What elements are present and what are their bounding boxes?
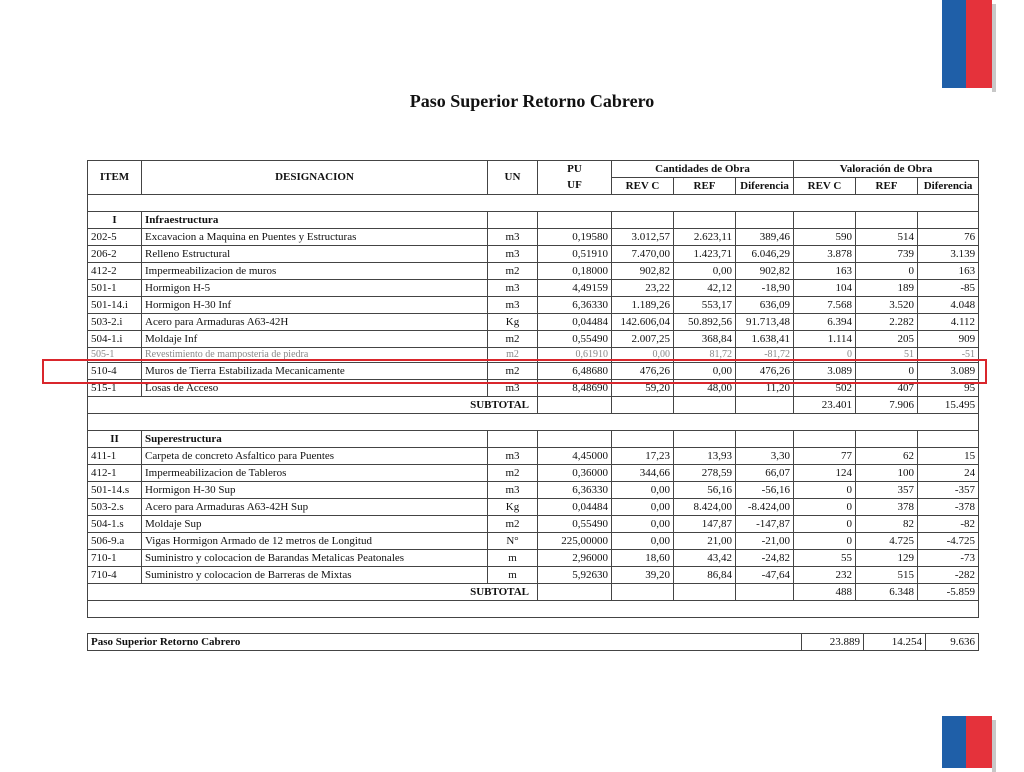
cell-val-diferencia: 4.112	[918, 314, 979, 331]
grand-total-label: Paso Superior Retorno Cabrero	[88, 634, 802, 651]
cell-cant-revc: 142.606,04	[612, 314, 674, 331]
empty-cell	[674, 431, 736, 448]
cell-val-ref: 407	[856, 380, 918, 397]
cell-item: 504-1.i	[88, 331, 142, 348]
grand-total-val-ref: 14.254	[864, 634, 926, 651]
spacer-row	[88, 601, 979, 618]
cell-val-diferencia: 4.048	[918, 297, 979, 314]
empty-cell	[918, 212, 979, 229]
cell-cant-diferencia: -24,82	[736, 550, 794, 567]
cell-cant-revc: 0,00	[612, 499, 674, 516]
empty-cell	[794, 431, 856, 448]
cell-unit: m	[488, 550, 538, 567]
table-row	[88, 567, 979, 584]
cell-val-diferencia: 95	[918, 380, 979, 397]
cell-designacion: Hormigon H-5	[142, 280, 488, 297]
cell-val-ref: 3.520	[856, 297, 918, 314]
cell-cant-revc: 59,20	[612, 380, 674, 397]
cell-cant-revc: 2.007,25	[612, 331, 674, 348]
cell-val-revc: 55	[794, 550, 856, 567]
cell-val-ref: 51	[856, 348, 918, 363]
cell-unit: m2	[488, 516, 538, 533]
section-header-row	[88, 431, 979, 448]
cell-designacion: Acero para Armaduras A63-42H Sup	[142, 499, 488, 516]
cell-designacion: Moldaje Inf	[142, 331, 488, 348]
spacer-cell	[88, 601, 979, 618]
cell-cant-diferencia: -47,64	[736, 567, 794, 584]
cell-unit: m2	[488, 363, 538, 380]
cell-cant-ref: 43,42	[674, 550, 736, 567]
cell-val-diferencia: -357	[918, 482, 979, 499]
cell-unit-price: 4,49159	[538, 280, 612, 297]
cell-item: 501-14.s	[88, 482, 142, 499]
cell-item: 411-1	[88, 448, 142, 465]
empty-cell	[736, 584, 794, 601]
cell-designacion: Relleno Estructural	[142, 246, 488, 263]
table-row	[88, 499, 979, 516]
cell-cant-ref: 21,00	[674, 533, 736, 550]
cell-unit-price: 0,51910	[538, 246, 612, 263]
table-row	[88, 297, 979, 314]
header-un: UN	[488, 161, 538, 195]
cell-unit: m	[488, 567, 538, 584]
cell-designacion: Muros de Tierra Estabilizada Mecanicamente	[142, 363, 488, 380]
cell-cant-revc: 902,82	[612, 263, 674, 280]
subtotal-v-revc: 23.401	[794, 397, 856, 414]
cell-unit: m3	[488, 482, 538, 499]
cell-cant-revc: 23,22	[612, 280, 674, 297]
cell-cant-ref: 50.892,56	[674, 314, 736, 331]
cell-val-ref: 739	[856, 246, 918, 263]
cell-cant-diferencia: 6.046,29	[736, 246, 794, 263]
cell-val-diferencia: -378	[918, 499, 979, 516]
empty-cell	[612, 431, 674, 448]
table-row	[88, 465, 979, 482]
cell-designacion: Carpeta de concreto Asfaltico para Puentes	[142, 448, 488, 465]
cell-val-revc: 232	[794, 567, 856, 584]
table-row	[88, 331, 979, 348]
cell-val-ref: 189	[856, 280, 918, 297]
cell-unit-price: 6,36330	[538, 297, 612, 314]
cell-unit-price: 6,48680	[538, 363, 612, 380]
page-title: Paso Superior Retorno Cabrero	[409, 91, 655, 111]
cell-unit: m2	[488, 348, 538, 363]
spacer-row	[88, 414, 979, 431]
cell-val-ref: 357	[856, 482, 918, 499]
cell-unit-price: 2,96000	[538, 550, 612, 567]
empty-cell	[794, 212, 856, 229]
cell-cant-revc: 0,00	[612, 482, 674, 499]
cell-item: 503-2.s	[88, 499, 142, 516]
empty-cell	[918, 431, 979, 448]
cell-cant-ref: 0,00	[674, 263, 736, 280]
empty-cell	[488, 431, 538, 448]
subtotal-row	[88, 584, 979, 601]
cell-item: 510-4	[88, 363, 142, 380]
spacer-cell	[88, 414, 979, 431]
cell-cant-diferencia: -147,87	[736, 516, 794, 533]
grand-total-table	[87, 633, 979, 651]
cell-unit: m3	[488, 448, 538, 465]
table-row	[88, 448, 979, 465]
cell-unit-price: 0,61910	[538, 348, 612, 363]
cell-val-ref: 100	[856, 465, 918, 482]
section-name: Infraestructura	[142, 212, 488, 229]
cell-cant-diferencia: -8.424,00	[736, 499, 794, 516]
cell-unit: m2	[488, 465, 538, 482]
cell-cant-revc: 0,00	[612, 348, 674, 363]
cell-item: 515-1	[88, 380, 142, 397]
cell-unit-price: 6,36330	[538, 482, 612, 499]
empty-cell	[674, 212, 736, 229]
cell-unit-price: 0,55490	[538, 331, 612, 348]
cell-cant-ref: 1.423,71	[674, 246, 736, 263]
cell-cant-diferencia: 91.713,48	[736, 314, 794, 331]
cell-item: 710-1	[88, 550, 142, 567]
cell-cant-ref: 42,12	[674, 280, 736, 297]
cell-cant-revc: 0,00	[612, 516, 674, 533]
cell-cant-revc: 3.012,57	[612, 229, 674, 246]
cell-val-ref: 378	[856, 499, 918, 516]
cell-item: 710-4	[88, 567, 142, 584]
cell-cant-ref: 147,87	[674, 516, 736, 533]
cell-unit-price: 4,45000	[538, 448, 612, 465]
empty-cell	[538, 431, 612, 448]
cell-unit: m3	[488, 246, 538, 263]
cell-item: 503-2.i	[88, 314, 142, 331]
cell-cant-diferencia: 1.638,41	[736, 331, 794, 348]
cell-cant-diferencia: 636,09	[736, 297, 794, 314]
cell-val-revc: 124	[794, 465, 856, 482]
cell-cant-diferencia: -56,16	[736, 482, 794, 499]
cell-designacion: Impermeabilizacion de Tableros	[142, 465, 488, 482]
header-pu: PU	[538, 161, 612, 178]
cell-cant-ref: 553,17	[674, 297, 736, 314]
header-val-ref: REF	[856, 178, 918, 195]
empty-cell	[856, 431, 918, 448]
empty-cell	[488, 212, 538, 229]
cell-unit: m3	[488, 380, 538, 397]
empty-cell	[736, 397, 794, 414]
cell-cant-revc: 1.189,26	[612, 297, 674, 314]
cell-designacion: Impermeabilizacion de muros	[142, 263, 488, 280]
header-cant-diferencia: Diferencia	[736, 178, 794, 195]
header-valoracion: Valoración de Obra	[794, 161, 979, 178]
logo-blue-bar	[942, 0, 966, 88]
empty-cell	[674, 584, 736, 601]
table-row	[88, 263, 979, 280]
cell-item: 505-1	[88, 348, 142, 363]
cell-unit-price: 0,18000	[538, 263, 612, 280]
cell-unit-price: 5,92630	[538, 567, 612, 584]
cell-unit: N°	[488, 533, 538, 550]
cell-cant-revc: 17,23	[612, 448, 674, 465]
cell-val-revc: 3.089	[794, 363, 856, 380]
cell-cant-revc: 476,26	[612, 363, 674, 380]
cell-val-diferencia: 3.139	[918, 246, 979, 263]
cell-cant-ref: 368,84	[674, 331, 736, 348]
header-item: ITEM	[88, 161, 142, 195]
cell-val-revc: 1.114	[794, 331, 856, 348]
cell-designacion: Excavacion a Maquina en Puentes y Estructuras	[142, 229, 488, 246]
cell-designacion: Losas de Acceso	[142, 380, 488, 397]
cell-cant-diferencia: -18,90	[736, 280, 794, 297]
cell-val-diferencia: 76	[918, 229, 979, 246]
cell-val-ref: 82	[856, 516, 918, 533]
cell-item: 504-1.s	[88, 516, 142, 533]
header-val-revc: REV C	[794, 178, 856, 195]
table-row	[88, 229, 979, 246]
cell-designacion: Revestimiento de mamposteria de piedra	[142, 348, 488, 363]
cell-val-ref: 515	[856, 567, 918, 584]
empty-cell	[856, 212, 918, 229]
cell-val-diferencia: 24	[918, 465, 979, 482]
cell-val-ref: 205	[856, 331, 918, 348]
government-logo-top	[942, 0, 996, 92]
cell-cant-ref: 2.623,11	[674, 229, 736, 246]
cell-val-ref: 514	[856, 229, 918, 246]
subtotal-v-dif: 15.495	[918, 397, 979, 414]
cell-item: 506-9.a	[88, 533, 142, 550]
subtotal-label: SUBTOTAL	[88, 397, 538, 414]
cell-val-revc: 7.568	[794, 297, 856, 314]
cell-cant-revc: 7.470,00	[612, 246, 674, 263]
table-row	[88, 482, 979, 499]
header-designacion: DESIGNACION	[142, 161, 488, 195]
cell-val-revc: 3.878	[794, 246, 856, 263]
cell-val-diferencia: -82	[918, 516, 979, 533]
cell-val-ref: 129	[856, 550, 918, 567]
header-cant-ref: REF	[674, 178, 736, 195]
cell-val-diferencia: -85	[918, 280, 979, 297]
cell-unit: Kg	[488, 314, 538, 331]
cell-cant-diferencia: -21,00	[736, 533, 794, 550]
government-logo-bottom	[942, 716, 996, 768]
grand-total-row	[88, 634, 979, 651]
section-header-row	[88, 212, 979, 229]
cell-unit: m3	[488, 280, 538, 297]
empty-cell	[736, 431, 794, 448]
cell-val-diferencia: -4.725	[918, 533, 979, 550]
table-row	[88, 314, 979, 331]
cell-val-diferencia: 163	[918, 263, 979, 280]
cell-designacion: Hormigon H-30 Inf	[142, 297, 488, 314]
cell-val-ref: 2.282	[856, 314, 918, 331]
cell-unit-price: 8,48690	[538, 380, 612, 397]
cell-val-revc: 0	[794, 482, 856, 499]
cell-val-diferencia: 909	[918, 331, 979, 348]
cell-unit: Kg	[488, 499, 538, 516]
cell-cant-diferencia: 66,07	[736, 465, 794, 482]
spacer-row	[88, 195, 979, 212]
cell-val-ref: 0	[856, 263, 918, 280]
cell-val-revc: 590	[794, 229, 856, 246]
header-uf: UF	[538, 178, 612, 195]
cell-cant-ref: 278,59	[674, 465, 736, 482]
cell-cant-ref: 81,72	[674, 348, 736, 363]
cell-designacion: Suministro y colocacion de Barreras de Mixtas	[142, 567, 488, 584]
grand-total-val-dif: 9.636	[926, 634, 979, 651]
cell-cant-diferencia: 476,26	[736, 363, 794, 380]
cell-val-diferencia: 3.089	[918, 363, 979, 380]
logo-red-bar	[966, 716, 992, 768]
cell-unit: m2	[488, 331, 538, 348]
cell-unit-price: 0,04484	[538, 499, 612, 516]
cell-cant-ref: 86,84	[674, 567, 736, 584]
cell-item: 202-5	[88, 229, 142, 246]
cell-val-diferencia: -282	[918, 567, 979, 584]
spacer-cell	[88, 195, 979, 212]
cell-cant-diferencia: 389,46	[736, 229, 794, 246]
logo-red-bar	[966, 0, 992, 88]
cell-item: 501-14.i	[88, 297, 142, 314]
empty-cell	[538, 397, 612, 414]
subtotal-row	[88, 397, 979, 414]
cell-val-diferencia: -73	[918, 550, 979, 567]
cell-val-revc: 163	[794, 263, 856, 280]
cell-cant-diferencia: 11,20	[736, 380, 794, 397]
cell-unit-price: 0,36000	[538, 465, 612, 482]
cell-cant-revc: 344,66	[612, 465, 674, 482]
cell-unit-price: 0,19580	[538, 229, 612, 246]
cell-cant-revc: 18,60	[612, 550, 674, 567]
subtotal-v-ref: 7.906	[856, 397, 918, 414]
subtotal-v-dif: -5.859	[918, 584, 979, 601]
empty-cell	[612, 397, 674, 414]
empty-cell	[538, 212, 612, 229]
empty-cell	[612, 584, 674, 601]
cell-designacion: Vigas Hormigon Armado de 12 metros de Longitud	[142, 533, 488, 550]
cell-cant-ref: 56,16	[674, 482, 736, 499]
table-row	[88, 533, 979, 550]
cell-val-revc: 0	[794, 499, 856, 516]
cell-designacion: Suministro y colocacion de Barandas Metalicas Peatonales	[142, 550, 488, 567]
cell-cant-ref: 48,00	[674, 380, 736, 397]
header-cant-revc: REV C	[612, 178, 674, 195]
cell-cant-revc: 39,20	[612, 567, 674, 584]
cell-val-revc: 6.394	[794, 314, 856, 331]
cell-designacion: Moldaje Sup	[142, 516, 488, 533]
section-name: Superestructura	[142, 431, 488, 448]
cell-item: 412-1	[88, 465, 142, 482]
cell-val-revc: 104	[794, 280, 856, 297]
cell-val-ref: 0	[856, 363, 918, 380]
quantities-table-body	[88, 195, 979, 618]
cell-cant-diferencia: 902,82	[736, 263, 794, 280]
cell-unit: m2	[488, 263, 538, 280]
logo-blue-bar	[942, 716, 966, 768]
cell-val-revc: 0	[794, 516, 856, 533]
table-row	[88, 280, 979, 297]
cell-cant-diferencia: 3,30	[736, 448, 794, 465]
cell-cant-ref: 0,00	[674, 363, 736, 380]
grand-total-val-revc: 23.889	[802, 634, 864, 651]
highlight-box	[42, 359, 987, 384]
header-val-diferencia: Diferencia	[918, 178, 979, 195]
cell-item: 501-1	[88, 280, 142, 297]
table-row	[88, 246, 979, 263]
cell-item: 206-2	[88, 246, 142, 263]
cell-designacion: Acero para Armaduras A63-42H	[142, 314, 488, 331]
cell-unit-price: 0,55490	[538, 516, 612, 533]
section-number: I	[88, 212, 142, 229]
empty-cell	[674, 397, 736, 414]
cell-cant-diferencia: -81,72	[736, 348, 794, 363]
cell-val-diferencia: -51	[918, 348, 979, 363]
cell-cant-ref: 13,93	[674, 448, 736, 465]
table-row	[88, 550, 979, 567]
cell-unit-price: 225,00000	[538, 533, 612, 550]
empty-cell	[538, 584, 612, 601]
cell-unit: m3	[488, 297, 538, 314]
cell-cant-revc: 0,00	[612, 533, 674, 550]
cell-item: 412-2	[88, 263, 142, 280]
cell-val-revc: 502	[794, 380, 856, 397]
table-row	[88, 516, 979, 533]
cell-val-revc: 77	[794, 448, 856, 465]
cell-designacion: Hormigon H-30 Sup	[142, 482, 488, 499]
cell-val-diferencia: 15	[918, 448, 979, 465]
section-number: II	[88, 431, 142, 448]
cell-val-revc: 0	[794, 348, 856, 363]
cell-val-ref: 62	[856, 448, 918, 465]
cell-val-revc: 0	[794, 533, 856, 550]
subtotal-label: SUBTOTAL	[88, 584, 538, 601]
cell-cant-ref: 8.424,00	[674, 499, 736, 516]
cell-unit-price: 0,04484	[538, 314, 612, 331]
subtotal-v-revc: 488	[794, 584, 856, 601]
cell-unit: m3	[488, 229, 538, 246]
quantities-table	[87, 160, 979, 618]
cell-val-ref: 4.725	[856, 533, 918, 550]
subtotal-v-ref: 6.348	[856, 584, 918, 601]
empty-cell	[736, 212, 794, 229]
empty-cell	[612, 212, 674, 229]
header-cantidades: Cantidades de Obra	[612, 161, 794, 178]
